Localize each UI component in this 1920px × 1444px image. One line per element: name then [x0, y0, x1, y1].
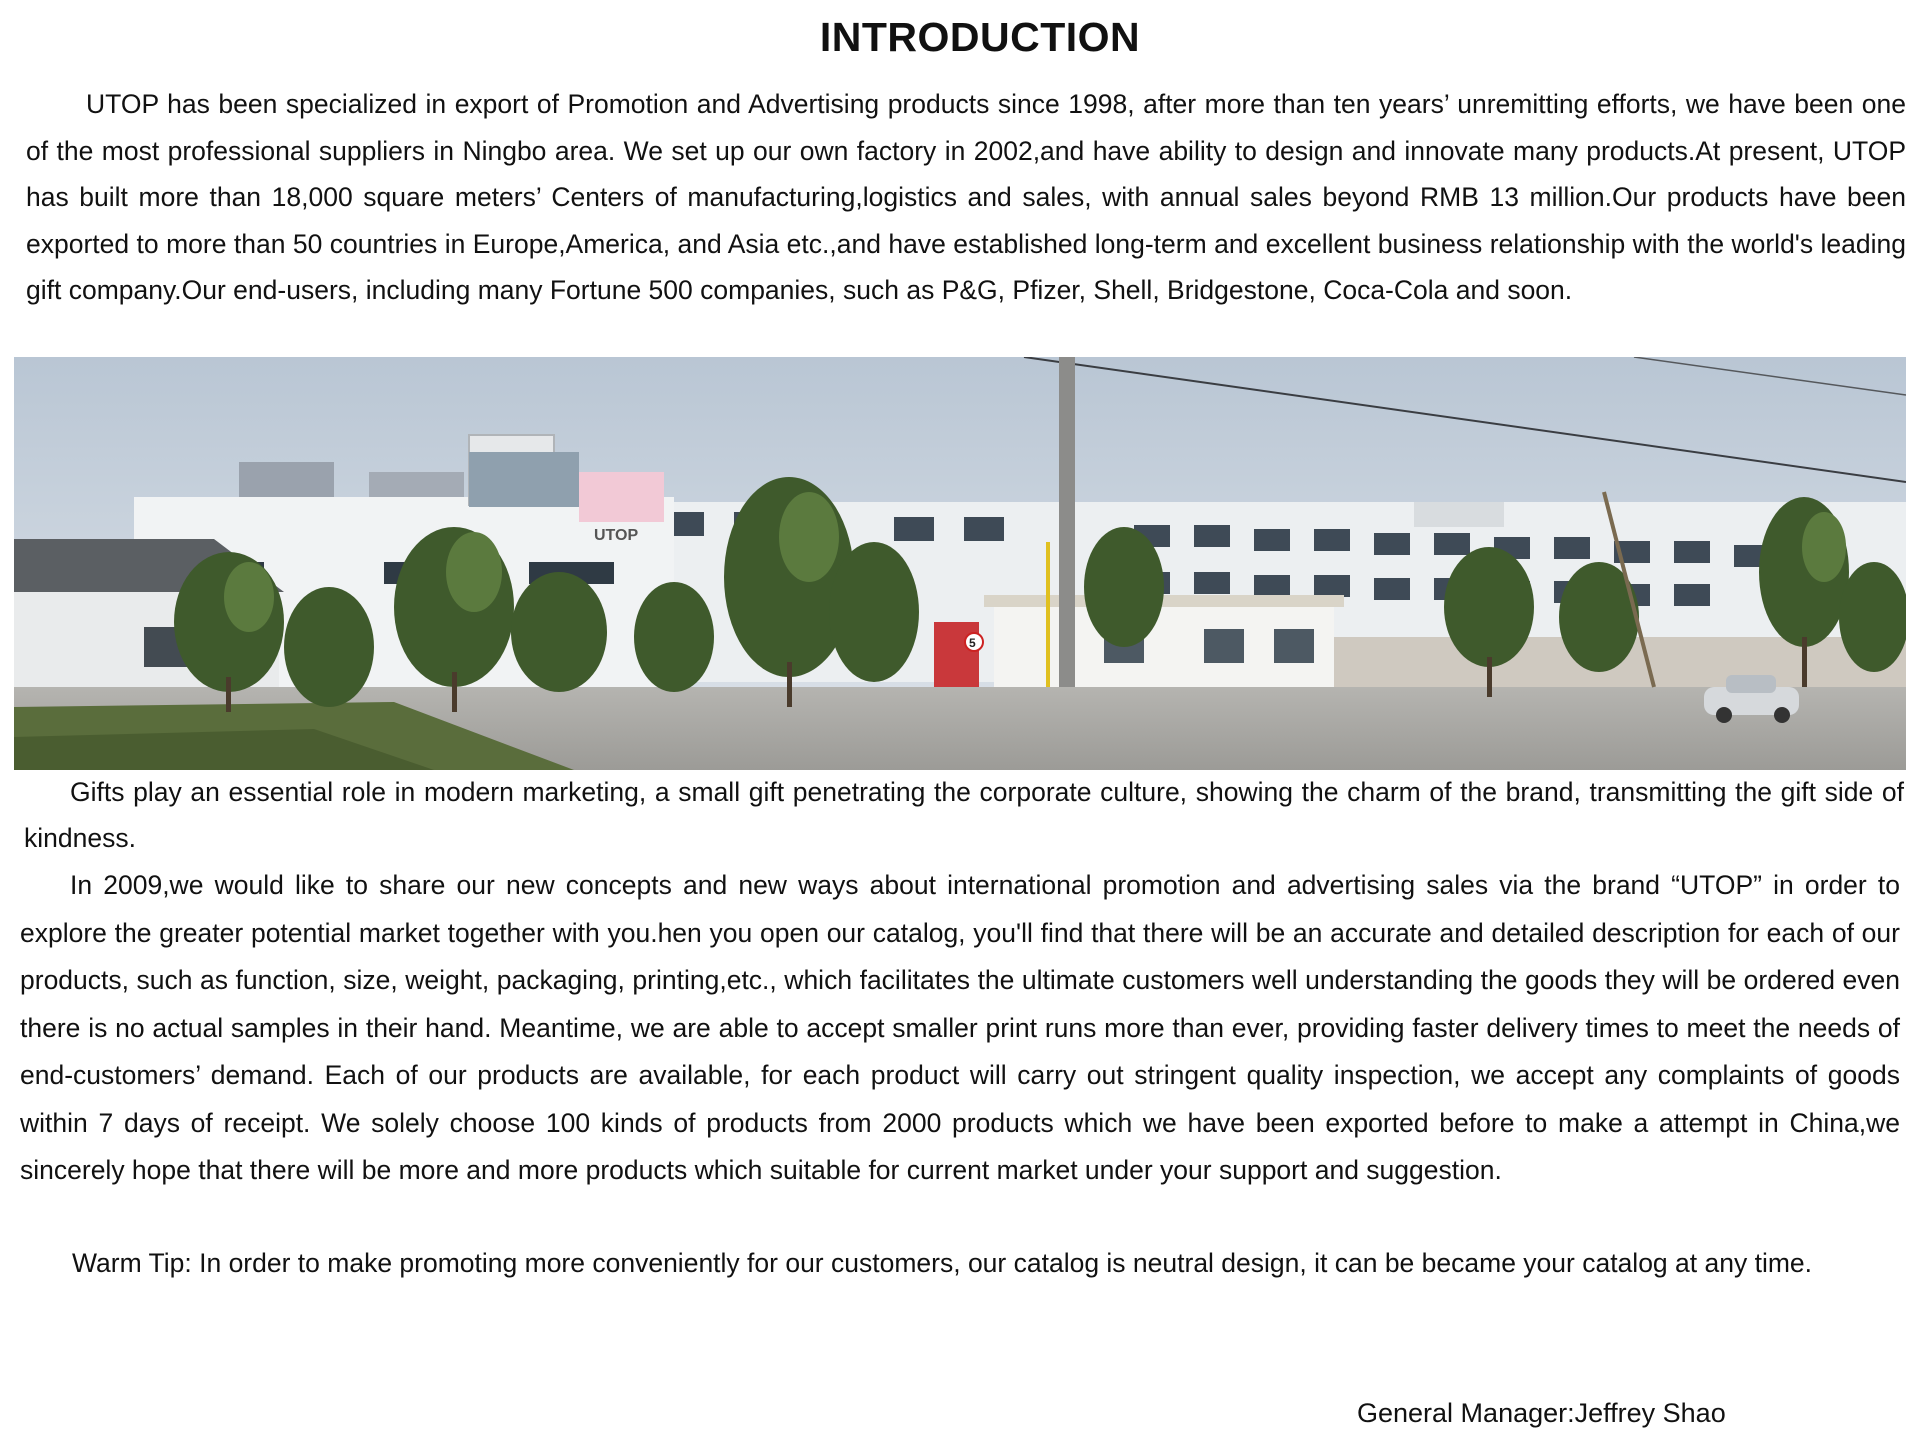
building-sign: UTOP [594, 527, 639, 544]
gate-number-sign: 5 [969, 636, 976, 650]
manager-signature: General Manager:Jeffrey Shao [1357, 1398, 1726, 1428]
intro-paragraph-warm-tip: Warm Tip: In order to make promoting more conveniently for our customers, our catalog is neutral design, it can be became your catalog at any time. [72, 1248, 1813, 1278]
intro-paragraph-gifts: Gifts play an essential role in modern marketing, a small gift penetrating the corporate culture, showing the charm of the brand, transmitting the gift side of kindness. [24, 777, 1904, 853]
page-title: INTRODUCTION [819, 14, 1141, 60]
intro-paragraph-2009: In 2009,we would like to share our new concepts and new ways about international promotion and advertising sales via the brand “UTOP” in order to explore the greater potential market together with you.hen you open our catalog, you'll find that there will be an accurate and detailed description for each of our products, such as function, size, weight, packaging, printing,etc., which facilitates the ultimate customers well understanding the goods they will be ordered even there is no actual samples in their hand. Meantime, we are able to accept smaller print runs more than ever, providing faster delivery times to meet the needs of end-customers’ demand. Each of our products are available, for each product will carry out stringent quality inspection, we accept any complaints of goods within 7 days of receipt. We solely choose 100 kinds of products from 2000 products which we have been exported before to make a attempt in China,we sincerely hope that there will be more and more products which suitable for current market under your support and suggestion. [20, 870, 1900, 1185]
intro-paragraph-company: UTOP has been specialized in export of Promotion and Advertising products since 1998, after more than ten years’ unremitting efforts, we have been one of the most professional suppliers in Ningbo area. We set up our own factory in 2002,and have ability to design and innovate many products.At present, UTOP has built more than 18,000 square meters’ Centers of manufacturing,logistics and sales, with annual sales beyond RMB 13 million.Our products have been exported to more than 50 countries in Europe,America, and Asia etc.,and have established long-term and excellent business relationship with the world's leading gift company.Our end-users, including many Fortune 500 companies, such as P&G, Pfizer, Shell, Bridgestone, Coca-Cola and soon. [26, 89, 1906, 305]
factory-photo [14, 357, 1906, 770]
